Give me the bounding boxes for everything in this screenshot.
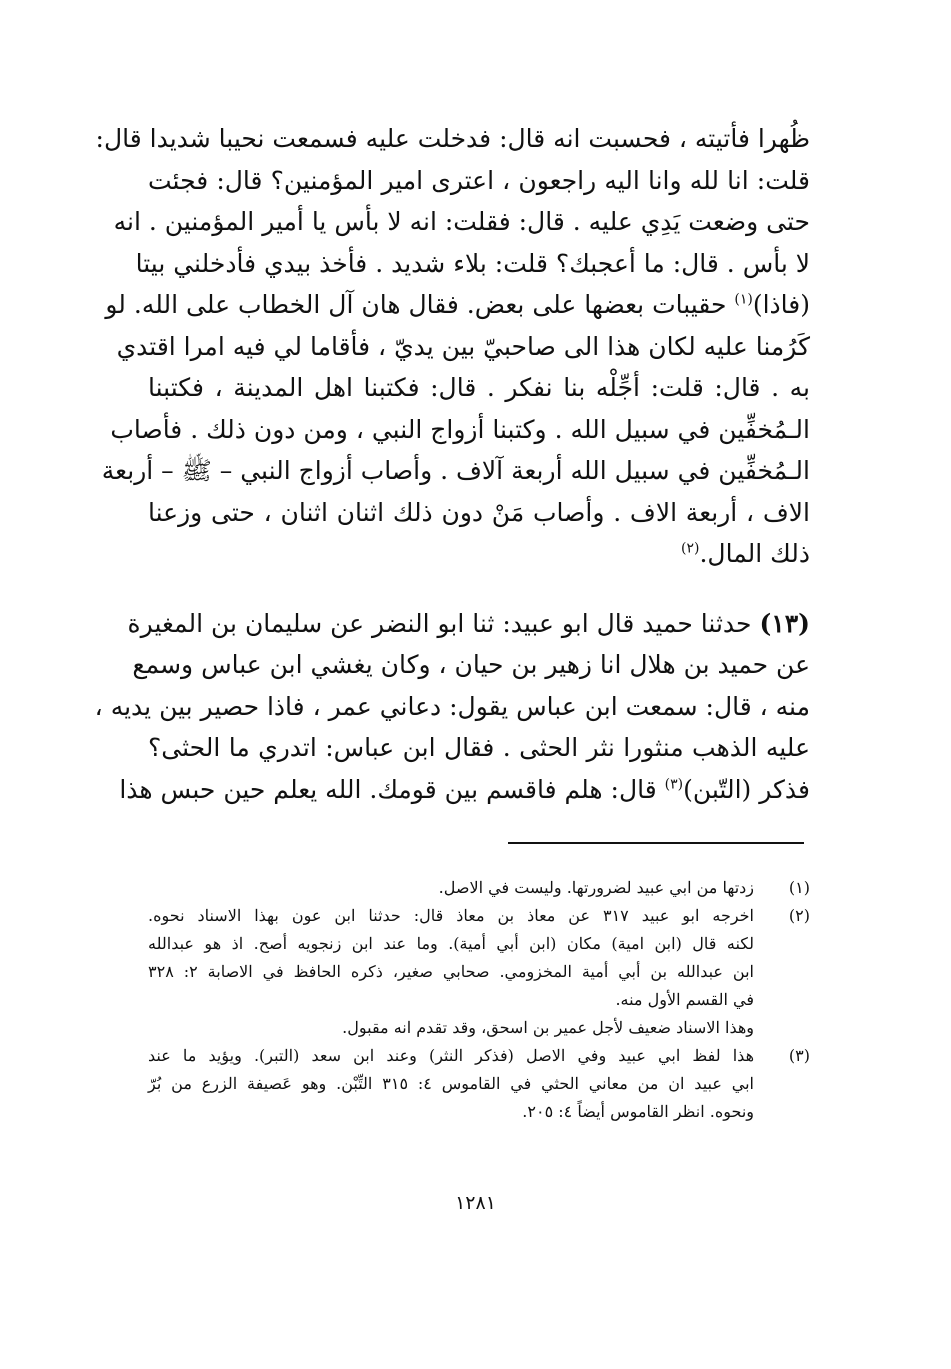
footnote-line: هذا لفظ ابي عبيد وفي الاصل (فذكر النثر) وعند ابن سعد (التبر). ويؤيد ما عند [148,1046,754,1065]
footnote-line: اخرجه ابو عبيد ٣١٧ عن معاذ بن معاذ قال: حدثنا ابن عون بهذا الاسناد نحوه. [148,906,755,925]
text-fragment: حدثنا حميد قال ابو عبيد: ثنا ابو النضر عن سليمان بن المغيرة [127,608,760,638]
page-number: ١٢٨١ [455,1192,496,1214]
text-fragment: ذلك المال. [699,539,810,568]
footnotes [148,874,810,1126]
text-line: عليه الذهب منثورا نثر الحثى . فقال ابن عباس: اتدري ما الحثى؟ [148,733,810,762]
text-line [148,533,810,575]
text-line: قلت: انا لله وانا اليه راجعون ، اعترى امير المؤمنين؟ قال: فجئت [148,165,810,195]
text-line: ظُهرا فأتيته ، فحسبت انه قال: فدخلت عليه فسمعت نحيبا شديدا قال: [95,124,810,153]
text-fragment: فذكر (التّبن) [683,774,810,804]
text-line [127,603,810,645]
text-fragment: حقيبات بعضها على بعض. فقال هان آل الخطاب على الله. لو [105,290,735,319]
footnote-line: ابن عبدالله بن أبي أمية المخزومي. صحابي صغير، ذكره الحافظ في الاصابة ٢: ٣٢٨ [148,962,754,981]
footnote-number: (١) [788,878,810,897]
text-line [119,769,810,811]
footnote-ref-1: (١) [734,291,753,308]
text-line: الـمُخفِّين في سبيل الله . وكتبنا أزواج النبي ، ومن دون ذلك . فأصاب [110,414,810,444]
main-text [94,118,810,810]
text-line: عن حميد بن هلال انا زهير بن حيان ، وكان يغشي ابن عباس وسمع [132,650,810,679]
footnote-ref-3: (٣) [664,776,684,793]
footnote-ref-2: (٢) [681,540,700,557]
footnote-line: ابي عبيد ان من معاني الحثي في القاموس ٤: ٣١٥ التِّبْن. وهو عَصيفة الزرع من بُرّ [148,1074,755,1093]
text-line: حتى وضعت يَدِي عليه . قال: فقلت: انه لا بأس يا أمير المؤمنين . انه [113,207,810,236]
footnote-separator [508,842,804,844]
footnote-line: زدتها من ابي عبيد لضرورتها. وليست في الاصل. [438,878,754,897]
hadith-number: (١٣) [759,608,810,638]
text-line: به . قال: قلت: أجِّلْه بنا نفكر . قال: فكتبنا اهل المدينة ، فكتبنا [148,373,810,402]
text-line: كَرُمنا عليه لكان هذا الى صاحبيّ بين يديّ ، فأقاما لي فيه امرا اقتدي [116,331,810,361]
text-line: لا بأس . قال: ما أعجبك؟ قلت: بلاء شديد . فأخذ بيدي فأدخلني بيتا [135,248,810,278]
footnote-line: ونحوه. انظر القاموس أيضاً ٤: ٢٠٥. [522,1102,754,1121]
footnote-line: لكنه قال (ابن امية) مكان (ابن أبي أمية). وما عند ابن زنجويه أصح. اذ هو عبدالله [148,934,755,953]
footnote-number: (٣) [788,1046,810,1065]
footnote-line: وهذا الاسناد ضعيف لأجل عمير بن اسحق، وقد تقدم انه مقبول. [342,1018,754,1037]
text-fragment: قال: هلم فاقسم بين قومك. الله يعلم حين حبس هذا [119,774,665,804]
footnote-number: (٢) [788,906,810,925]
footnote-1 [148,874,810,902]
footnote-2 [148,902,810,1042]
text-line: منه ، قال: سمعت ابن عباس يقول: دعاني عمر ، فاذا حصير بين يديه ، [94,691,810,721]
text-line: الاف ، أربعة الاف . وأصاب مَنْ دون ذلك اثنان اثنان ، حتى وزعنا [148,497,810,527]
text-line [105,284,810,326]
text-fragment: (فاذا) [752,290,810,319]
footnote-line: في القسم الأول منه. [615,990,754,1009]
text-line: الـمُخفِّين في سبيل الله أربعة آلاف . وأصاب أزواج النبي – ﷺ – أربعة [101,456,810,485]
footnote-3 [148,1042,810,1126]
